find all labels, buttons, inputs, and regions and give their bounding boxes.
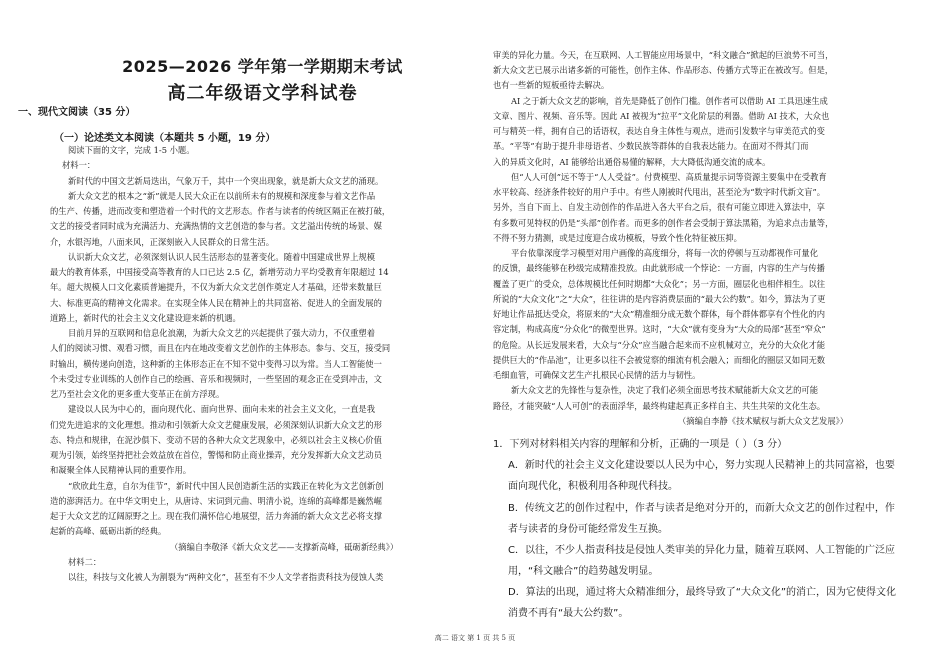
text-line: 大、标准更高的精神文化需求。在实现全体人民在精神上的共同富裕、促进人的全面发展的 xyxy=(50,298,382,308)
text-line: 个未受过专业训练的人创作自己的绘画、音乐和视频时，一些坚固的观念正在受到冲击，文 xyxy=(50,374,382,384)
text-line: 的生产、传播，进而改变和塑造着一个时代的文艺形态。作者与读者的传统区隔正在被打破， xyxy=(50,206,391,216)
option-b[interactable]: B．传统文艺的创作过程中，作者与读者是绝对分开的，而新大众文艺的创作过程中，作 xyxy=(508,503,895,514)
source-citation: （摘编自李敬泽《新大众文艺——支撑新高峰，砥砺新经典》） xyxy=(170,542,399,552)
page-footer: 高二 语文 第 1 页 共 5 页 xyxy=(434,634,516,642)
subsection-heading: （一）论述类文本阅读（本题共 5 小题，19 分） xyxy=(54,133,276,144)
text-line: 材料二： xyxy=(68,557,102,567)
text-line: 起新的高峰、砥砺出新的经典。 xyxy=(50,526,167,536)
text-line: 阅读下面的文字，完成 1-5 小题。 xyxy=(68,145,195,155)
text-line: 和凝聚全体人民精神认同的重要作用。 xyxy=(50,465,192,475)
text-line: 另外，当自下而上、自发主动创作的作品进入各大平台之后，很有可能立即进入算法中，享 xyxy=(493,202,825,212)
option-d[interactable]: D．算法的出现，通过将大众精准细分，最终导致了“大众文化”的消亡，因为它使得文化 xyxy=(508,587,897,598)
text-line: 但“人人可创”远不等于“人人受益”。付费模型、高质量提示词等资源主要集中在受教育 xyxy=(511,172,827,182)
text-line: 也有一些新的短板亟待去解决。 xyxy=(493,80,610,90)
text-line: 水平较高、经济条件较好的用户手中。有些人刚被时代甩出，甚至沦为“数字时代新文盲”。 xyxy=(493,187,826,197)
text-line: 革。“平等”有助于提升非母语者、少数民族等群体的自我表达能力。在面对不得其门而 xyxy=(493,141,809,151)
text-line: 提供巨大的“作品池”，让更多以往不会被觉察的细流有机会融入；而细化的圈层又如同无数 xyxy=(493,355,826,365)
exam-title: 2025—2026 学年第一学期期末考试 xyxy=(122,57,403,76)
text-line: 材料一： xyxy=(62,160,96,170)
text-line: 认识新大众文艺，必须深刻认识人民生活形态的显著变化。随着中国建成世界上规模 xyxy=(68,252,375,262)
text-line: 时输出，横传递向创造，这种新的主体形态正在不知不觉中变得习以为常。当人工智能使一 xyxy=(50,359,382,369)
option-c[interactable]: C．以往，不少人指责科技是侵蚀人类审美的异化力量，随着互联网、人工智能的广泛应 xyxy=(508,545,895,556)
option-a-cont: 面向现代化，积极利用各种现代科技。 xyxy=(508,481,678,492)
exam-subtitle: 高二年级语文学科试卷 xyxy=(167,83,358,104)
option-b-cont: 者与读者的身份可能经常发生互换。 xyxy=(508,524,668,535)
text-line: 目前月异的互联网和信息化浪潮，为新大众文艺的兴起提供了强大动力，不仅重塑着 xyxy=(68,328,375,338)
text-line: 新大众文艺的先锋性与复杂性，决定了我们必须全面思考技术赋能新大众文艺的可能 xyxy=(511,385,818,395)
text-line: 新大众文艺已展示出诸多新的可能性，创作主体、作品形态、传播方式等正在被改写。但是， xyxy=(493,65,834,75)
text-line: 不得不努力猜测，或是过度迎合成功模板，导致个性化特征被压抑。 xyxy=(493,233,742,243)
text-line: 覆盖了更广的受众，总体规模比任何时期都“大众化”；另一方面，圈层化也相伴相生。以往 xyxy=(493,279,826,289)
text-line: AI 之于新大众文艺的影响，首先是降低了创作门槛。创作者可以借助 AI 工具迅速生成 xyxy=(511,96,828,106)
text-line: 道路上，新时代的社会主义文化建设迎来新的机遇。 xyxy=(50,313,241,323)
source-citation: （摘编自李静《技术赋权与新大众文艺发展》） xyxy=(678,416,849,426)
text-line: 平台依靠深度学习模型对用户画像的高度细分，将每一次的停顿与互动都视作可量化 xyxy=(511,248,818,258)
text-line: 年。超大规模人口文化素质普遍提升，不仅为新大众文艺创作奠定人才基础，还带来数量巨 xyxy=(50,282,382,292)
text-line: 起于大众文艺的辽阔原野之上。现在我们满怀信心地展望，活力奔涌的新大众文艺必将支撑 xyxy=(50,511,382,521)
text-line: 建设以人民为中心的，面向现代化、面向世界、面向未来的社会主义文化，一直是我 xyxy=(68,404,375,414)
text-line: 的反馈，最终能够在秒级完成精准投放。由此就形成一个悖论：一方面，内容的生产与传播 xyxy=(493,263,825,273)
text-line: 毛细血管，可确保文艺生产扎根民心民情的活力与韧性。 xyxy=(493,370,701,380)
text-line: 文章、图片、视频、音乐等。因此 AI 被视为“拉平”文化阶层的利器。借助 AI 技术，大众也 xyxy=(493,111,830,121)
text-line: 新大众文艺的根本之“新”就是人民大众正在以前所未有的规模和深度参与着文艺作品 xyxy=(68,191,376,201)
text-line: 观为引领，始终坚持把社会效益放在首位，警惕和防止商业操弄，充分发挥新大众文艺动员 xyxy=(50,450,382,460)
text-line: 入的异质文化时，AI 能够给出通俗易懂的解释，大大降低沟通交流的成本。 xyxy=(493,157,771,167)
text-line: 们党先进追求的文化理想。推动和引领新大众文艺健康发展，必须深刻认识新大众文艺的形 xyxy=(50,420,382,430)
text-line: 造的澎湃活力。在中华文明史上，从唐诗、宋词到元曲、明清小说，连绵的高峰都是巍然崛 xyxy=(50,496,382,506)
option-c-cont: 用，“科文融合”的趋势越发明显。 xyxy=(508,566,659,577)
text-line: 文艺的接受者同时成为充满活力、充满热情的文艺创造的参与者。文艺溢出传统的场景、媒 xyxy=(50,221,382,231)
option-a[interactable]: A．新时代的社会主义文化建设要以人民为中心，努力实现人民精神上的共同富裕，也要 xyxy=(508,460,895,471)
text-line: 新时代的中国文艺新局迭出，气象万千，其中一个突出现象，就是新大众文艺的涌现。 xyxy=(68,176,384,186)
text-line: 路径，才能突破“人人可创”的表面浮华，最终构建起真正多样自主、共生共荣的文化生态。 xyxy=(493,401,826,411)
text-line: 可与精英一样，拥有自己的话语权，表达自身主体性与观点，进而引发数字与审美范式的变 xyxy=(493,126,825,136)
text-line: 容定制，构成高度“分众化”的微型世界。这时，“大众”就有变身为“大众的局部”甚至“窄众” xyxy=(493,324,826,334)
question-stem: 1．下列对材料相关内容的理解和分析，正确的一项是（ ）（3 分） xyxy=(493,439,788,450)
text-line: “欣欣此生意，自尔为佳节”，新时代中国人民创造新生活的实践正在转化为文艺创新创 xyxy=(68,481,384,491)
text-line: 以往，科技与文化被人为割裂为“两种文化”，甚至有不少人文学者指责科技为侵蚀人类 xyxy=(68,572,384,582)
text-line: 好地让作品抵达受众，将原来的“大众”精准细分成无数个群体，每个群体都享有个性化的内 xyxy=(493,309,826,319)
section-heading: 一、现代文阅读（35 分） xyxy=(18,107,136,118)
option-d-cont: 消费不再有“最大公约数”。 xyxy=(508,608,629,619)
text-line: 人们的阅读习惯、观看习惯，而且在内在地改变着文艺创作的主体形态。参与、交互，接受同 xyxy=(50,343,391,353)
text-line: 的危险。从长远发展来看，大众与“分众”应当融合起来而不应机械对立，充分的大众化才能 xyxy=(493,340,826,350)
text-line: 艺乃至社会文化的更多重大变革正在前方浮现。 xyxy=(50,389,225,399)
text-line: 所说的“大众文化”之“大众”，往往讲的是内容消费层面的“最大公约数”。如今，算法为了更 xyxy=(493,294,826,304)
text-line: 审美的异化力量。今天，在互联网、人工智能应用场景中，“科文融合”掀起的巨浪势不可当， xyxy=(493,50,834,60)
text-line: 最大的教育体系，中国接受高等教育的人口已达 2.5 亿，新增劳动力平均受教育年限超过 14 xyxy=(50,267,389,277)
text-line: 态、特点和规律，在泥沙俱下、变动不居的各种大众文艺现象中，必须以社会主义核心价值 xyxy=(50,435,382,445)
text-line: 介，水银泻地，八面来风，正深刻嵌入人民群众的日常生活。 xyxy=(50,237,275,247)
text-line: 有多数可见特权的仍是“头部”创作者。而更多的创作者会受制于算法黑箱，为追求点击量等， xyxy=(493,218,834,228)
